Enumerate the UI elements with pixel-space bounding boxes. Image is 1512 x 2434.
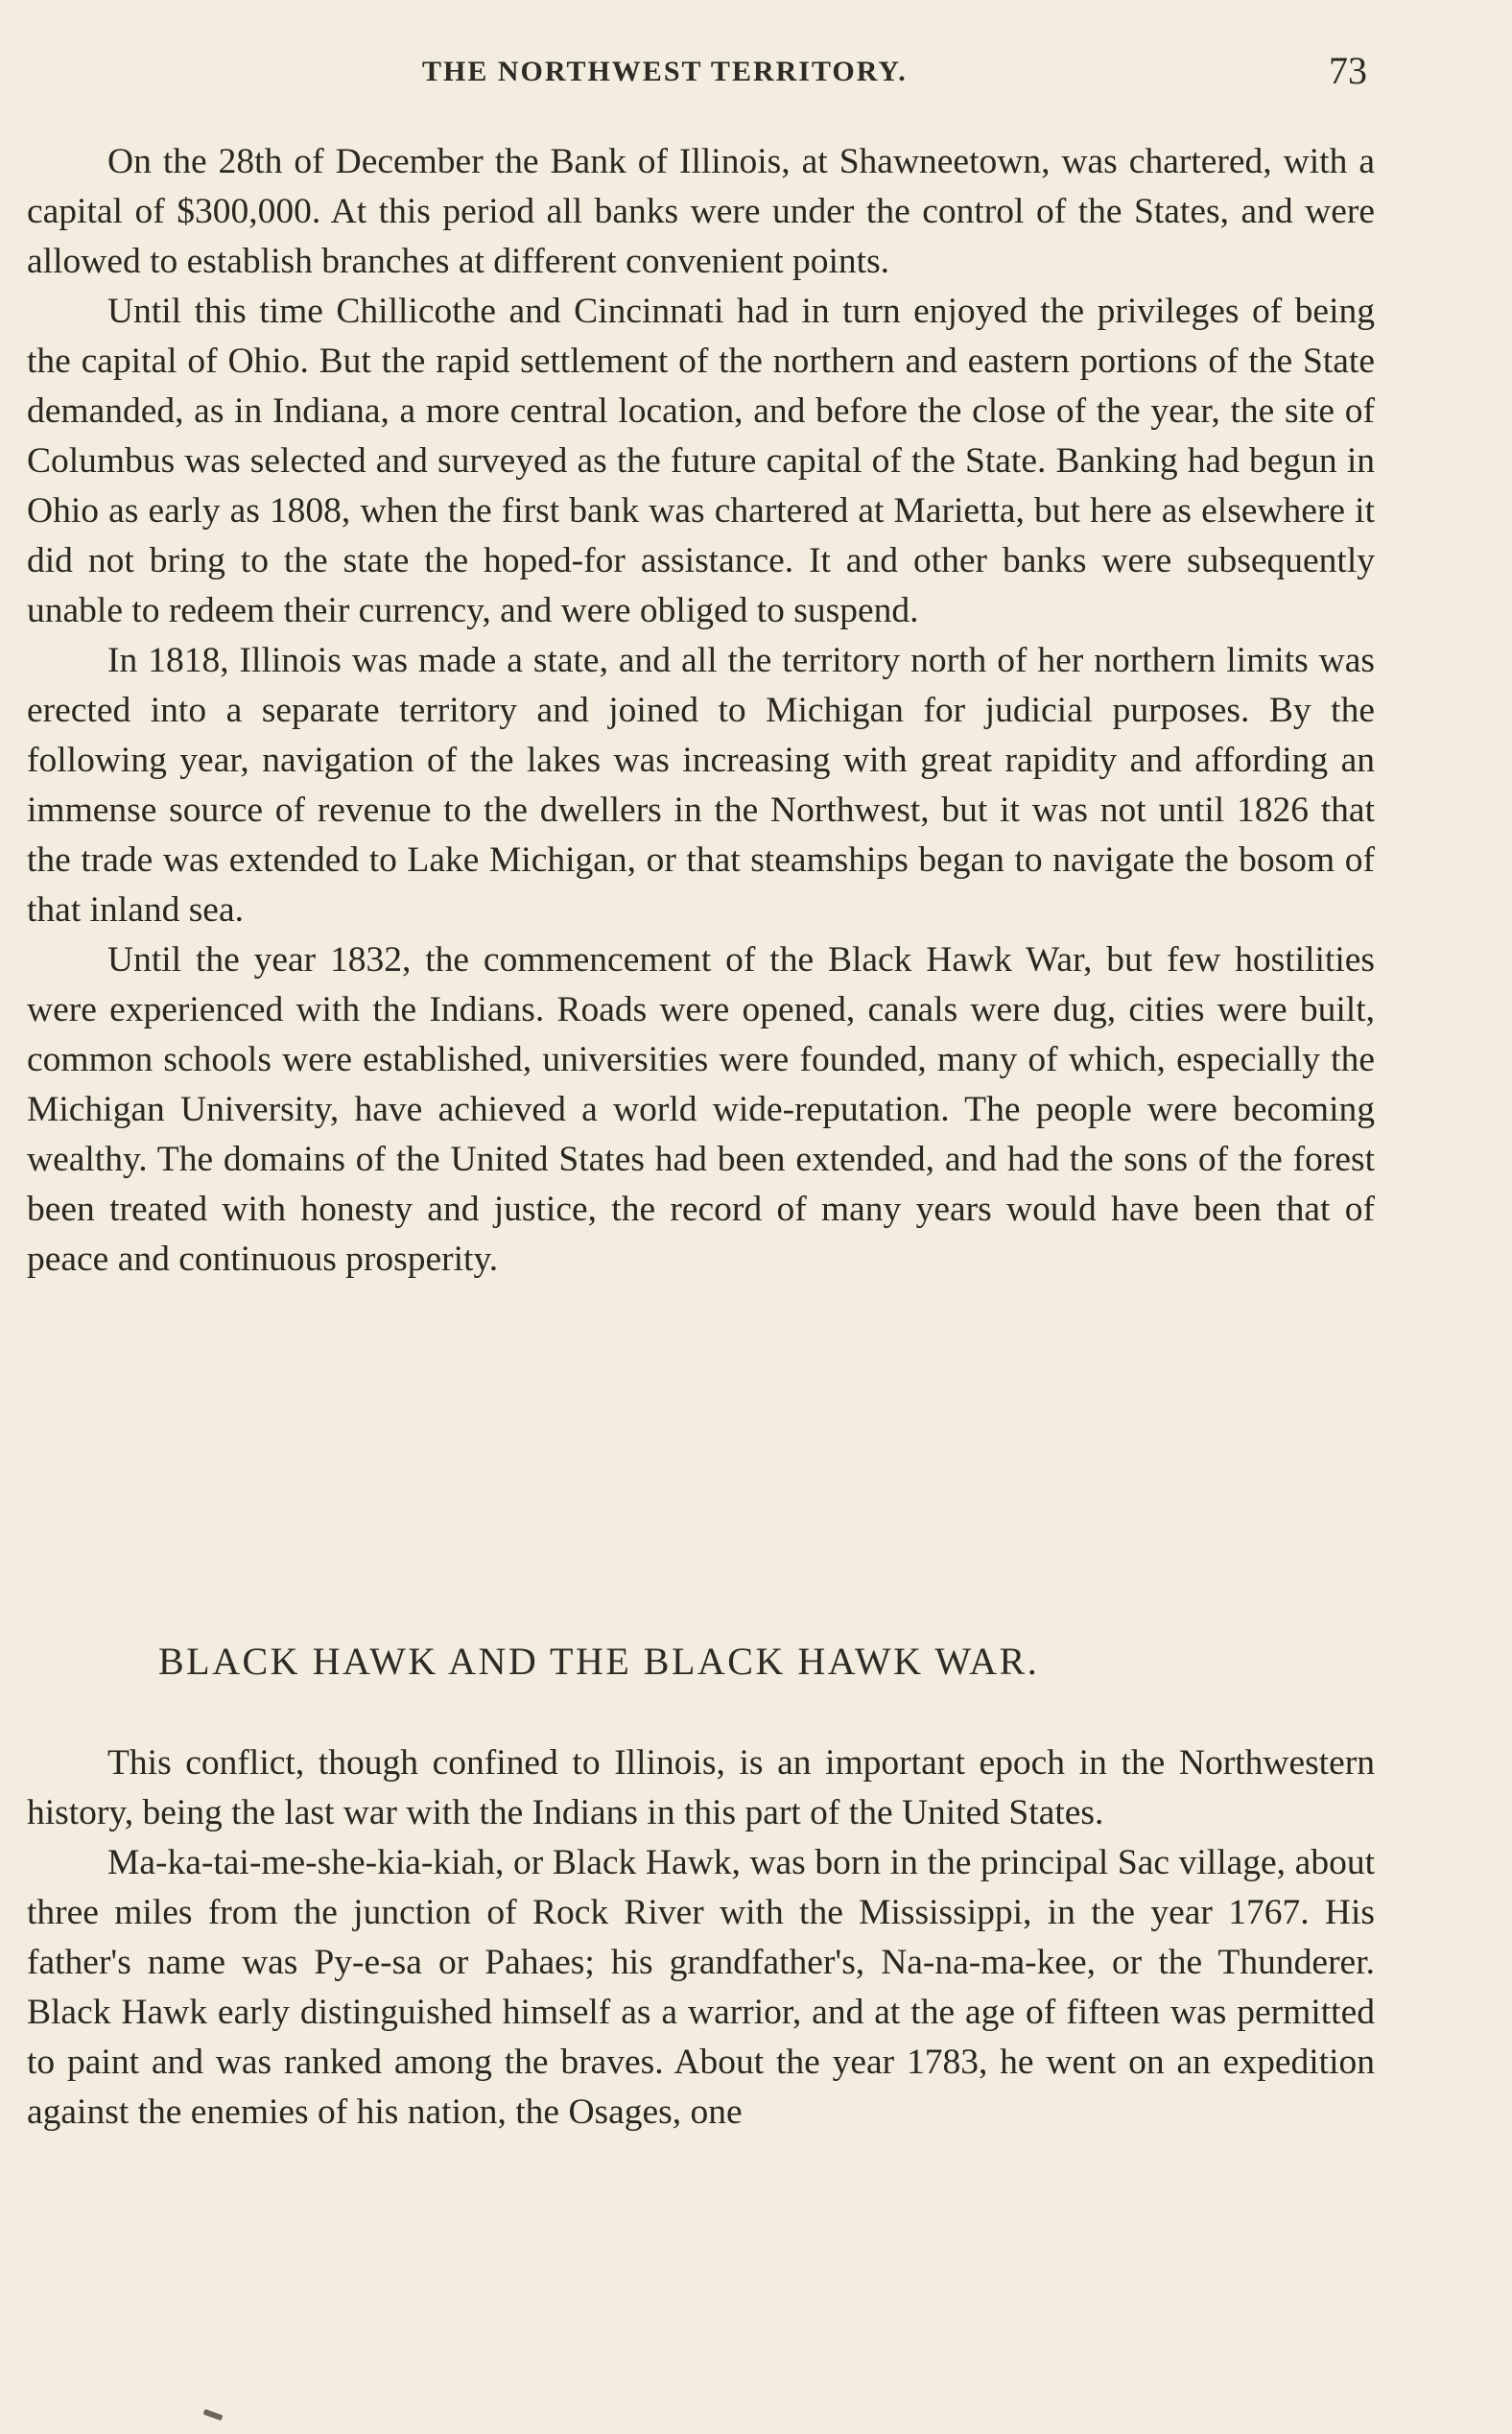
paragraph-illinois-statehood: In 1818, Illinois was made a state, and all the territory north of her northern limits was erected into a separate territory and joined to Michigan for judicial purposes. By the following year, navigation of the lakes was increasing with great rapidity and affording an immense source of revenue to the dwellers in the Northwest, but it was not until 1826 that the trade was extended to Lake Michigan, or that steamships began to navigate the bosom of that inland sea. — [27, 641, 1375, 930]
paragraph-black-hawk-biography: Ma-ka-tai-me-she-kia-kiah, or Black Hawk, was born in the principal Sac village, about three miles from the junction of Rock River with the Mississippi, in the year 1767. His father's name was Py-e-sa or Pahaes; his grandfather's, Na-na-ma-kee, or the Thunderer. Black Hawk early distinguished himself as a warrior, and at the age of fifteen was permitted to paint and was ranked among the braves. About the year 1783, he went on an expedition against the enemies of his nation, the Osages, one — [27, 1843, 1375, 2132]
section-heading: BLACK HAWK AND THE BLACK HAWK WAR. — [158, 1640, 1040, 1683]
ink-mark — [203, 2409, 224, 2421]
page-number: 73 — [1329, 49, 1367, 92]
body-text-before-heading — [27, 137, 1375, 1285]
body-text-after-heading — [27, 1738, 1375, 2138]
paragraph-ohio-capital: Until this time Chillicothe and Cincinnati had in turn enjoyed the privileges of being the capital of Ohio. But the rapid settlement of the northern and eastern portions of the State demanded, as in Indiana, a more central location, and before the close of the year, the site of Columbus was selected and surveyed as the future capital of the State. Banking had begun in Ohio as early as 1808, when the first bank was chartered at Marietta, but here as elsewhere it did not bring to the state the hoped-for assistance. It and other banks were subsequently unable to redeem their currency, and were obliged to suspend. — [27, 292, 1375, 630]
paragraph-bank-of-illinois: On the 28th of December the Bank of Illinois, at Shawneetown, was chartered, with a capital of $300,000. At this period all banks were under the control of the States, and were allowed to establish branches at different convenient points. — [27, 142, 1375, 281]
paragraph-before-black-hawk-war: Until the year 1832, the commencement of the Black Hawk War, but few hostilities were experienced with the Indians. Roads were opened, canals were dug, cities were built, common schools were established, universities were founded, many of which, especially the Michigan University, have achieved a world wide-reputation. The people were becoming wealthy. The domains of the United States had been extended, and had the sons of the forest been treated with honesty and justice, the record of many years would have been that of peace and continuous prosperity. — [27, 940, 1375, 1279]
running-title: THE NORTHWEST TERRITORY. — [422, 56, 908, 87]
paragraph-conflict-intro: This conflict, though confined to Illinois, is an important epoch in the Northwestern history, being the last war with the Indians in this part of the United States. — [27, 1743, 1375, 1832]
